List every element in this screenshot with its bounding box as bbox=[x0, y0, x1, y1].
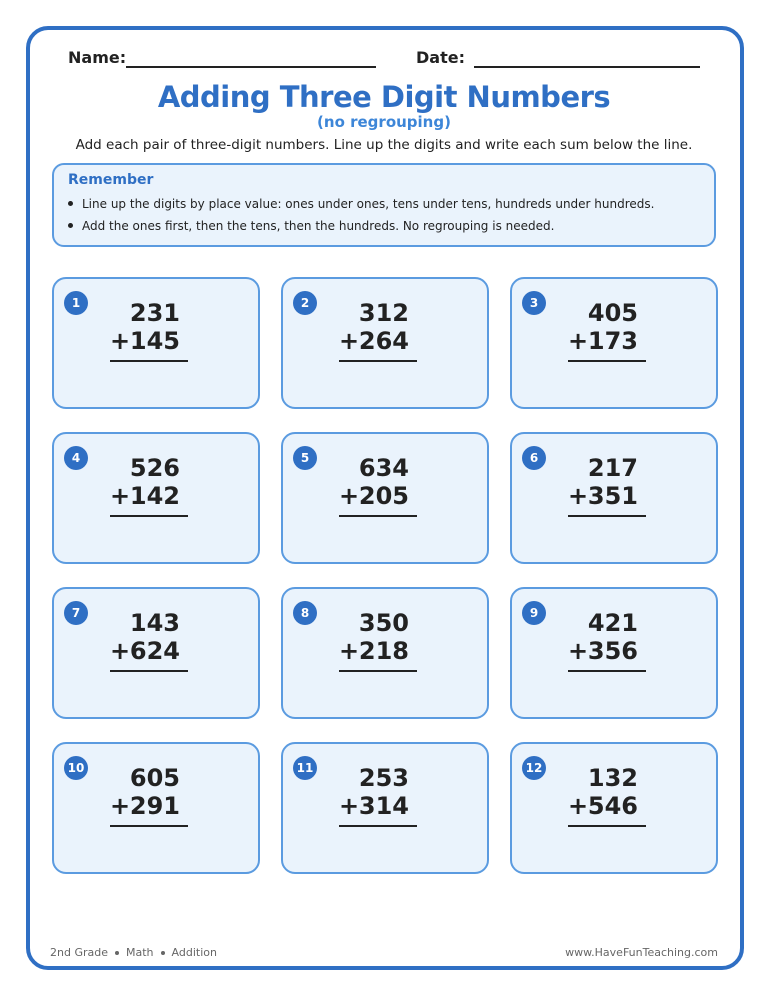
addend-bottom: 173 bbox=[587, 327, 638, 355]
addend-bottom: 351 bbox=[587, 482, 638, 510]
addend-top: 231 bbox=[129, 299, 180, 327]
problem-card[interactable] bbox=[281, 277, 489, 409]
addend-top: 312 bbox=[358, 299, 409, 327]
page-title: Adding Three Digit Numbers bbox=[157, 80, 611, 114]
plus-sign: + bbox=[568, 792, 589, 820]
sum-line bbox=[110, 515, 188, 517]
footer-tag: Addition bbox=[171, 946, 217, 959]
addend-bottom: 624 bbox=[129, 637, 180, 665]
sum-line bbox=[110, 825, 188, 827]
sum-line bbox=[339, 515, 417, 517]
addend-bottom: 264 bbox=[358, 327, 409, 355]
sum-line bbox=[568, 670, 646, 672]
problem-number-badge: 11 bbox=[293, 756, 317, 780]
addend-bottom: 205 bbox=[358, 482, 409, 510]
problem-number-badge: 2 bbox=[293, 291, 317, 315]
separator-dot-icon bbox=[161, 951, 165, 955]
footer-tag: 2nd Grade bbox=[50, 946, 108, 959]
problem-card[interactable] bbox=[281, 587, 489, 719]
problem-number-badge: 3 bbox=[522, 291, 546, 315]
plus-sign: + bbox=[339, 637, 360, 665]
footer-website: www.HaveFunTeaching.com bbox=[565, 946, 718, 959]
date-label: Date: bbox=[416, 48, 465, 67]
sum-line bbox=[568, 360, 646, 362]
sum-line bbox=[110, 360, 188, 362]
name-line[interactable] bbox=[126, 66, 376, 68]
addend-top: 143 bbox=[129, 609, 180, 637]
plus-sign: + bbox=[339, 482, 360, 510]
addend-top: 605 bbox=[129, 764, 180, 792]
plus-sign: + bbox=[568, 482, 589, 510]
problem-card[interactable] bbox=[510, 587, 718, 719]
page-subtitle: (no regrouping) bbox=[317, 113, 451, 131]
separator-dot-icon bbox=[115, 951, 119, 955]
problem-number-badge: 6 bbox=[522, 446, 546, 470]
instructions: Add each pair of three-digit numbers. Line up the digits and write each sum below the line. bbox=[75, 137, 693, 153]
addend-bottom: 314 bbox=[358, 792, 409, 820]
addend-top: 526 bbox=[129, 454, 180, 482]
addend-top: 217 bbox=[587, 454, 638, 482]
problem-card[interactable] bbox=[52, 432, 260, 564]
addend-top: 421 bbox=[587, 609, 638, 637]
plus-sign: + bbox=[110, 482, 131, 510]
bullet-icon bbox=[68, 201, 73, 206]
plus-sign: + bbox=[568, 637, 589, 665]
sum-line bbox=[339, 825, 417, 827]
plus-sign: + bbox=[110, 792, 131, 820]
rule-text: Line up the digits by place value: ones under ones, tens under tens, hundreds under hundreds. bbox=[82, 197, 655, 211]
sum-line bbox=[568, 825, 646, 827]
addend-top: 634 bbox=[358, 454, 409, 482]
name-label: Name: bbox=[68, 48, 127, 67]
problem-number-badge: 7 bbox=[64, 601, 88, 625]
remember-rule bbox=[68, 219, 554, 233]
addend-top: 253 bbox=[358, 764, 409, 792]
addend-top: 350 bbox=[358, 609, 409, 637]
remember-title: Remember bbox=[68, 172, 154, 188]
addend-bottom: 145 bbox=[129, 327, 180, 355]
remember-rule bbox=[68, 197, 654, 211]
problem-number-badge: 9 bbox=[522, 601, 546, 625]
sum-line bbox=[339, 670, 417, 672]
plus-sign: + bbox=[110, 637, 131, 665]
sum-line bbox=[110, 670, 188, 672]
problem-number-badge: 4 bbox=[64, 446, 88, 470]
problem-number-badge: 12 bbox=[522, 756, 546, 780]
plus-sign: + bbox=[110, 327, 131, 355]
bullet-icon bbox=[68, 223, 73, 228]
addend-bottom: 142 bbox=[129, 482, 180, 510]
problem-card[interactable] bbox=[281, 432, 489, 564]
problem-card[interactable] bbox=[52, 277, 260, 409]
problem-number-badge: 5 bbox=[293, 446, 317, 470]
problem-number-badge: 8 bbox=[293, 601, 317, 625]
addend-bottom: 546 bbox=[587, 792, 638, 820]
addend-bottom: 356 bbox=[587, 637, 638, 665]
addend-bottom: 218 bbox=[358, 637, 409, 665]
addend-bottom: 291 bbox=[129, 792, 180, 820]
problem-card[interactable] bbox=[510, 742, 718, 874]
plus-sign: + bbox=[339, 792, 360, 820]
footer-tags bbox=[50, 946, 217, 959]
problem-card[interactable] bbox=[510, 277, 718, 409]
problem-card[interactable] bbox=[510, 432, 718, 564]
footer-tag: Math bbox=[126, 946, 154, 959]
remember-box bbox=[52, 163, 716, 247]
plus-sign: + bbox=[568, 327, 589, 355]
rule-text: Add the ones first, then the tens, then the hundreds. No regrouping is needed. bbox=[82, 219, 555, 233]
problem-card[interactable] bbox=[52, 587, 260, 719]
sum-line bbox=[568, 515, 646, 517]
sum-line bbox=[339, 360, 417, 362]
addend-top: 405 bbox=[587, 299, 638, 327]
problem-card[interactable] bbox=[52, 742, 260, 874]
problem-number-badge: 10 bbox=[64, 756, 88, 780]
plus-sign: + bbox=[339, 327, 360, 355]
addend-top: 132 bbox=[587, 764, 638, 792]
problem-number-badge: 1 bbox=[64, 291, 88, 315]
problem-card[interactable] bbox=[281, 742, 489, 874]
date-line[interactable] bbox=[474, 66, 700, 68]
